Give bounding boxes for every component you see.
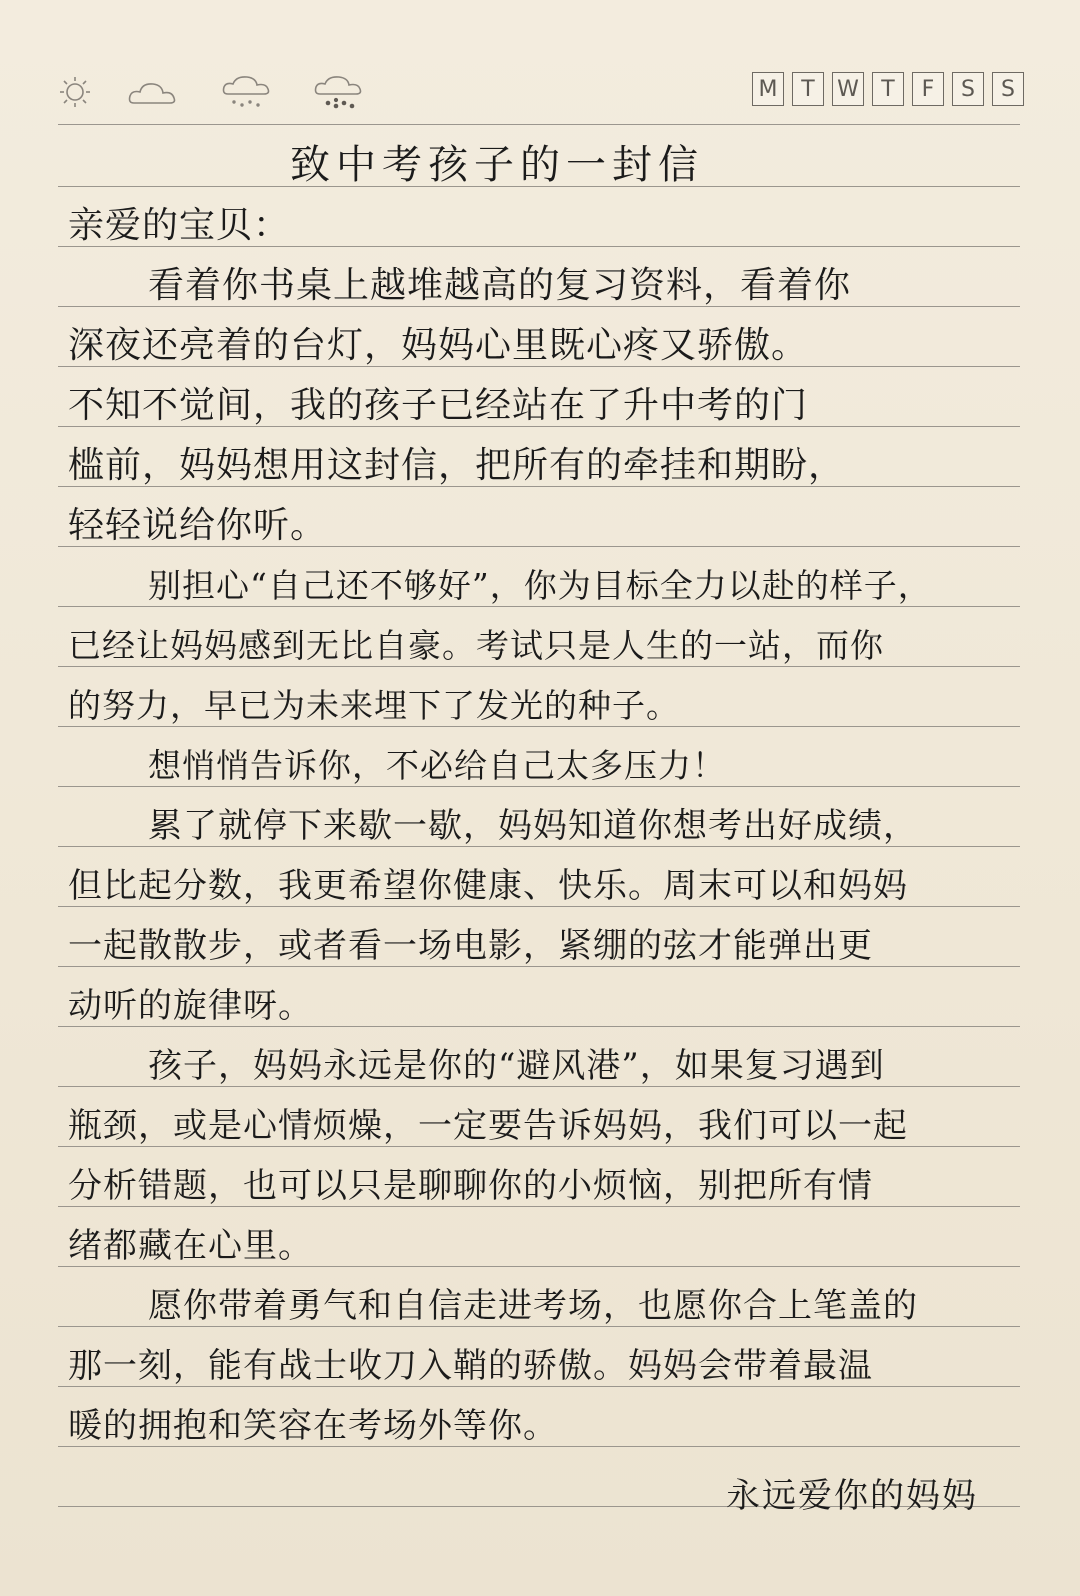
letter-line: 的努力，早已为未来埋下了发光的种子。	[68, 686, 680, 725]
letter-line: 分析错题，也可以只是聊聊你的小烦恼，别把所有情	[68, 1166, 873, 1206]
weather-row	[58, 70, 370, 114]
weekday-selector	[752, 72, 1024, 106]
ruled-line	[58, 124, 1020, 125]
day-box-wednesday[interactable]: W	[832, 72, 864, 106]
letter-line: 动听的旋律呀。	[68, 986, 313, 1026]
letter-line: 别担心“自己还不够好”，你为目标全力以赴的样子，	[148, 566, 932, 605]
letter-line: 暖的拥抱和笑容在考场外等你。	[68, 1406, 558, 1446]
letter-line: 绪都藏在心里。	[68, 1226, 313, 1266]
letter-title: 致中考孩子的一封信	[290, 142, 704, 188]
cloudy-icon	[126, 75, 186, 109]
day-box-sunday[interactable]: S	[992, 72, 1024, 106]
day-box-saturday[interactable]: S	[952, 72, 984, 106]
letter-line: 一起散散步，或者看一场电影，紧绷的弦才能弹出更	[68, 926, 873, 966]
letter-line: 看着你书桌上越堆越高的复习资料，看着你	[148, 265, 852, 306]
letter-line: 想悄悄告诉你，不必给自己太多压力！	[148, 746, 726, 785]
rain-icon	[220, 72, 278, 112]
day-box-thursday[interactable]: T	[872, 72, 904, 106]
day-box-monday[interactable]: M	[752, 72, 784, 106]
day-box-tuesday[interactable]: T	[792, 72, 824, 106]
letter-line: 愿你带着勇气和自信走进考场，也愿你合上笔盖的	[148, 1286, 918, 1326]
letter-line: 不知不觉间，我的孩子已经站在了升中考的门	[68, 385, 809, 426]
sunny-icon	[58, 75, 92, 109]
letter-signature: 永远爱你的妈妈	[726, 1476, 978, 1516]
letter-line: 轻轻说给你听。	[68, 505, 328, 546]
letter-line: 孩子，妈妈永远是你的“避风港”，如果复习遇到	[148, 1046, 885, 1086]
letter-line: 瓶颈，或是心情烦燥，一定要告诉妈妈，我们可以一起	[68, 1106, 908, 1146]
letter-line: 槛前，妈妈想用这封信，把所有的牵挂和期盼，	[68, 445, 846, 486]
letter-line: 但比起分数，我更希望你健康、快乐。周末可以和妈妈	[68, 866, 908, 906]
letter-line: 深夜还亮着的台灯，妈妈心里既心疼又骄傲。	[68, 325, 809, 366]
day-box-friday[interactable]: F	[912, 72, 944, 106]
letter-line: 已经让妈妈感到无比自豪。考试只是人生的一站，而你	[68, 626, 884, 665]
letter-line: 那一刻，能有战士收刀入鞘的骄傲。妈妈会带着最温	[68, 1346, 873, 1386]
page-header	[0, 60, 1080, 122]
letter-greeting: 亲爱的宝贝：	[68, 205, 291, 246]
letter-line: 累了就停下来歇一歇，妈妈知道你想考出好成绩，	[148, 806, 918, 846]
snow-icon	[312, 72, 370, 112]
